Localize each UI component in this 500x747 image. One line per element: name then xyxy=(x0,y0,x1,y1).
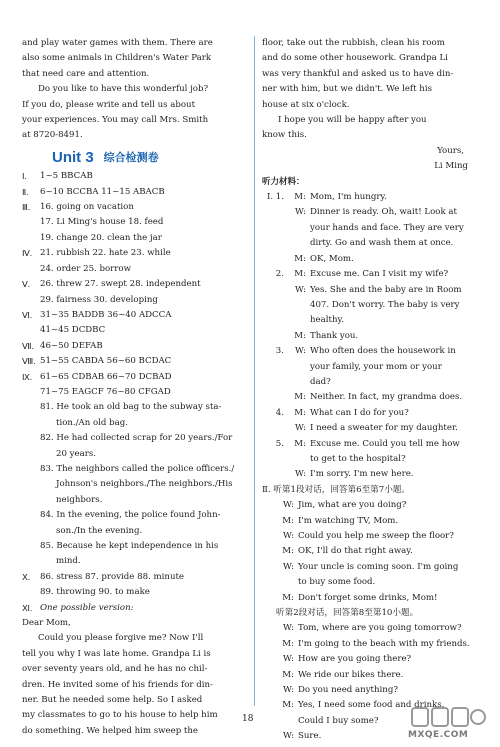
letter-greeting: Dear Mom, xyxy=(22,618,71,629)
dialog-line xyxy=(262,236,484,251)
answer-row xyxy=(22,323,247,338)
speaker-label: M: xyxy=(282,515,294,526)
dialog-text: Excuse me. Could you tell me how xyxy=(310,438,460,449)
answer-row xyxy=(22,601,247,616)
section-label: Ⅲ. xyxy=(22,202,31,213)
dialog-text: Thank you. xyxy=(310,330,359,341)
item-number xyxy=(262,452,284,467)
dialog-text: Mom, I'm hungry. xyxy=(310,192,387,203)
answer-text: 71~75 EAGCF 76~80 CFGAD xyxy=(40,386,171,397)
dialog-list xyxy=(262,498,484,606)
dialog-line xyxy=(262,252,484,267)
dialog-text: Jim, what are you doing? xyxy=(298,500,407,511)
dialog-text: to get to the hospital? xyxy=(310,453,406,464)
text-line: ner with him, but we didn't. We left his xyxy=(262,84,432,95)
answer-text: 16. going on vacation xyxy=(40,202,134,213)
dialog-text: I'm sorry. I'm new here. xyxy=(310,469,414,480)
unit-title: 综合检测卷 xyxy=(103,150,159,164)
dialog-text: Sure. xyxy=(298,731,322,742)
item-number xyxy=(262,298,284,313)
answer-text: 1~5 BBCAB xyxy=(40,171,93,182)
speaker-label xyxy=(284,452,310,467)
answer-row xyxy=(22,339,247,354)
dialog-text: OK, Mom. xyxy=(310,253,354,264)
speaker-label: W: xyxy=(283,531,294,541)
dialog-line xyxy=(262,591,484,606)
answer-line: mind. xyxy=(56,556,81,567)
dialog-text: Could you help me sweep the floor? xyxy=(298,531,454,541)
dialog-text: to buy some food. xyxy=(298,577,376,588)
item-number xyxy=(262,283,284,298)
answer-row xyxy=(22,200,247,215)
intro-paragraph xyxy=(22,36,247,82)
speaker-label xyxy=(284,313,310,328)
item-number xyxy=(262,329,284,344)
item-number: Ⅰ. 1. xyxy=(266,192,284,203)
speaker-label: M: xyxy=(282,546,294,557)
section-header: 听第2段对话，回答第8至第10小题。 xyxy=(276,608,419,619)
text-line: Could you please forgive me? Now I'll xyxy=(38,633,204,644)
answer-line: 85. Because he kept independence in his xyxy=(40,541,219,551)
dialog-line xyxy=(262,375,484,390)
dialog-text: I'm watching TV, Mom. xyxy=(298,515,399,526)
answer-text: 21. rubbish 22. hate 23. while xyxy=(40,248,171,259)
speaker-label: M: xyxy=(282,638,294,649)
dialog-line xyxy=(262,575,484,590)
speaker-label xyxy=(284,221,310,236)
item-number xyxy=(262,467,284,482)
answer-row xyxy=(22,231,247,246)
dialog-text: How are you going there? xyxy=(298,654,412,665)
dialog-text: OK, I'll do that right away. xyxy=(298,546,413,557)
speaker-label: W: xyxy=(283,500,294,511)
answer-text: One possible version: xyxy=(40,602,134,613)
dialog-line xyxy=(262,514,484,529)
answer-text: 24. order 25. borrow xyxy=(40,263,131,274)
text-line: and do some other housework. Grandpa Li xyxy=(262,53,448,64)
dialog-line xyxy=(262,221,484,236)
section-label: Ⅵ. xyxy=(22,309,33,320)
item-number xyxy=(262,421,284,436)
section-label: Ⅳ. xyxy=(22,248,33,259)
dialog-text: Tom, where are you going tomorrow? xyxy=(298,623,462,634)
answer-line: 20 years. xyxy=(56,448,96,459)
answer-line: 83. The neighbors called the police officers./ xyxy=(40,463,235,474)
text-line: also some animals in Children's Water Park xyxy=(22,53,212,64)
answer-text: 6~10 BCCBA 11~15 ABACB xyxy=(40,186,165,197)
item-number xyxy=(262,252,284,267)
answer-text: 46~50 DEFAB xyxy=(40,340,103,351)
section-label xyxy=(22,385,40,400)
dialog-line xyxy=(262,421,484,436)
answer-row xyxy=(22,169,247,184)
sign-off: Yours, xyxy=(437,145,464,156)
item-number xyxy=(262,390,284,405)
dialog-text: Who often does the housework in xyxy=(310,346,456,357)
dialog-text: healthy. xyxy=(310,315,344,326)
section-label xyxy=(22,262,40,277)
answer-line: Johnson's neighbors./The neighbors./His xyxy=(56,479,233,490)
answer-text: 86. stress 87. provide 88. minute xyxy=(40,571,185,582)
dialog-line xyxy=(262,298,484,313)
dialog-line xyxy=(262,283,484,298)
item-number: 4. xyxy=(275,407,284,418)
item-number: 5. xyxy=(275,438,284,449)
answer-line: 81. He took an old bag to the subway sta- xyxy=(40,402,222,413)
text-line: over seventy years old, and he has no chil- xyxy=(22,664,208,675)
speaker-label: M: xyxy=(294,407,306,418)
speaker-label xyxy=(284,298,310,313)
answer-text: 17. Li Ming's house 18. feed xyxy=(40,217,164,228)
text-line: my classmates to go to his house to help him xyxy=(22,710,218,721)
text-line: house at six o'clock. xyxy=(262,99,350,110)
section-label xyxy=(22,323,40,338)
answer-text: 61~65 CDBAB 66~70 DCBAD xyxy=(40,371,172,382)
listening-title: 听力材料： xyxy=(262,176,305,187)
section-label: Ⅹ. xyxy=(22,571,31,582)
dialog-text: Yes, I need some food and drinks. xyxy=(298,700,445,711)
speaker-label: M: xyxy=(282,700,294,711)
answer-row xyxy=(22,370,247,385)
speaker-label: W: xyxy=(283,623,294,634)
speaker-label: M: xyxy=(294,438,306,449)
answer-text: 19. change 20. clean the jar xyxy=(40,232,162,243)
dialog-text: We ride our bikes there. xyxy=(298,669,404,680)
dialog-line xyxy=(262,668,484,683)
section-label: Ⅴ. xyxy=(22,279,31,290)
dialog-text: Excuse me. Can I visit my wife? xyxy=(310,269,449,280)
short-answer-block xyxy=(22,400,247,569)
text-line: that need care and attention. xyxy=(22,68,150,79)
dialog-text: dirty. Go and wash them at once. xyxy=(310,238,454,249)
speaker-label: W: xyxy=(283,685,294,696)
answer-row xyxy=(22,262,247,277)
answer-line: neighbors. xyxy=(56,494,103,505)
text-line: and play water games with them. There are xyxy=(22,38,213,48)
text-line: your experiences. You may call Mrs. Smith xyxy=(22,115,209,126)
section-label: Ⅱ. xyxy=(22,186,29,197)
watermark-text: MXQE.COM xyxy=(408,730,469,740)
text-line: tell you why I was late home. Grandpa Li is xyxy=(22,648,211,659)
answer-line: son./In the evening. xyxy=(56,525,143,536)
left-column xyxy=(22,36,247,739)
item-number xyxy=(262,236,284,251)
speaker-label xyxy=(284,236,310,251)
dialog-text: Neither. In fact, my grandma does. xyxy=(310,392,463,403)
dialog-text: I'm going to the beach with my friends. xyxy=(298,638,470,649)
signature: Li Ming xyxy=(434,161,468,172)
closing-paragraph xyxy=(22,82,247,144)
answer-list xyxy=(22,169,247,400)
answer-row xyxy=(22,215,247,230)
dialog-line xyxy=(262,467,484,482)
speaker-label: M: xyxy=(282,669,294,680)
answer-line: tion./An old bag. xyxy=(56,417,129,428)
answer-text: 31~35 BADDB 36~40 ADCCA xyxy=(40,309,172,320)
dialog-line xyxy=(262,544,484,559)
speaker-label: W: xyxy=(295,284,306,295)
dialog-line xyxy=(262,390,484,405)
speaker-label xyxy=(284,375,310,390)
unit-name: Unit 3 xyxy=(52,148,94,166)
text-line: ner. But he needed some help. So I asked xyxy=(22,695,203,706)
item-number xyxy=(262,375,284,390)
dialog-line xyxy=(262,452,484,467)
text-line: dren. He invited some of his friends for din- xyxy=(22,679,213,690)
dialog-line xyxy=(262,190,484,205)
answer-row xyxy=(22,185,247,200)
dialog-text: your hands and face. They are very xyxy=(310,222,464,233)
answer-row xyxy=(22,277,247,292)
text-line: If you do, please write and tell us about xyxy=(22,99,196,110)
dialog-text: Your uncle is coming soon. I'm going xyxy=(298,561,459,572)
text-line: at 8720-8491. xyxy=(22,130,83,141)
dialog-text: I need a sweater for my daughter. xyxy=(310,423,458,434)
item-number xyxy=(262,205,284,220)
speaker-label: W: xyxy=(283,561,294,572)
speaker-label: M: xyxy=(294,330,306,341)
text-line: do something. We helped him sweep the xyxy=(22,725,199,736)
answer-row xyxy=(22,308,247,323)
item-number xyxy=(262,360,284,375)
dialog-line xyxy=(262,360,484,375)
letter-continued xyxy=(262,36,484,175)
text-line: I hope you will be happy after you xyxy=(278,115,427,126)
dialog-line xyxy=(262,313,484,328)
answer-text: 41~45 DCDBC xyxy=(40,325,106,336)
text-line: was very thankful and asked us to have din- xyxy=(262,68,454,79)
dialog-text: Yes. She and the baby are in Room xyxy=(310,284,462,295)
right-column xyxy=(262,36,484,745)
item-number xyxy=(262,313,284,328)
dialog-line xyxy=(262,498,484,513)
unit-heading xyxy=(52,150,247,165)
dialog-line xyxy=(262,329,484,344)
answer-text: 29. fairness 30. developing xyxy=(40,294,158,305)
answer-line: 89. throwing 90. to make xyxy=(40,587,150,598)
item-number: 3. xyxy=(275,346,284,357)
column-divider xyxy=(254,36,255,706)
dialog-text: Don't forget some drinks, Mom! xyxy=(298,592,438,603)
speaker-label: W: xyxy=(295,346,306,357)
answer-row xyxy=(22,246,247,261)
dialog-line xyxy=(262,205,484,220)
section-label: Ⅷ. xyxy=(22,356,36,367)
section-label: Ⅸ. xyxy=(22,371,33,382)
dialog-line xyxy=(262,344,484,359)
dialog-text: your family, your mom or your xyxy=(310,361,442,372)
dialog-line xyxy=(262,637,484,652)
answer-row xyxy=(22,570,247,585)
answer-line: 84. In the evening, the police found John- xyxy=(40,510,221,521)
dialog-line xyxy=(262,267,484,282)
speaker-label: M: xyxy=(282,592,294,603)
dialog-text: What can I do for you? xyxy=(310,407,409,418)
dialog-line xyxy=(262,683,484,698)
dialog-line xyxy=(262,652,484,667)
answer-row xyxy=(22,354,247,369)
dialog-line xyxy=(262,529,484,544)
answer-row xyxy=(22,385,247,400)
dialog-text: Could I buy some? xyxy=(298,715,379,726)
item-number: 2. xyxy=(275,269,284,280)
text-line: floor, take out the rubbish, clean his room xyxy=(262,38,445,48)
answer-row xyxy=(22,293,247,308)
section-label xyxy=(22,231,40,246)
speaker-label: W: xyxy=(295,469,306,480)
section-header: Ⅱ. 听第1段对话，回答第6至第7小题。 xyxy=(262,484,411,495)
speaker-label: M: xyxy=(294,192,306,203)
section-label xyxy=(22,293,40,308)
dialog-line xyxy=(262,621,484,636)
speaker-label: W: xyxy=(295,207,306,218)
dialog-line xyxy=(262,560,484,575)
section-label: Ⅶ. xyxy=(22,340,34,351)
dialog-text: Dinner is ready. Oh, wait! Look at xyxy=(310,207,457,218)
page-number: 18 xyxy=(242,714,254,724)
section-label xyxy=(22,215,40,230)
speaker-label: W: xyxy=(283,654,294,665)
answer-text: 51~55 CABDA 56~60 BCDAC xyxy=(40,356,172,367)
speaker-label: M: xyxy=(294,392,306,403)
speaker-label: M: xyxy=(294,253,306,264)
letter-body xyxy=(22,631,247,739)
item-number xyxy=(262,221,284,236)
speaker-label xyxy=(272,714,298,729)
speaker-label xyxy=(272,575,298,590)
speaker-label: W: xyxy=(295,423,306,434)
text-line: Do you like to have this wonderful job? xyxy=(38,84,209,95)
answer-line: 82. He had collected scrap for 20 years./For xyxy=(40,433,233,444)
dialog-line xyxy=(262,406,484,421)
dialog-text: Do you need anything? xyxy=(298,685,398,696)
speaker-label: M: xyxy=(294,269,306,280)
dialog-list xyxy=(262,190,484,483)
section-label: Ⅺ. xyxy=(22,602,33,613)
answer-text: 26. threw 27. swept 28. independent xyxy=(40,279,201,290)
dialog-text: dad? xyxy=(310,376,331,387)
text-line: know this. xyxy=(262,130,307,141)
dialog-text: 407. Don't worry. The baby is very xyxy=(310,299,460,310)
speaker-label: W: xyxy=(283,731,294,742)
speaker-label xyxy=(284,360,310,375)
dialog-line xyxy=(262,437,484,452)
section-label: Ⅰ. xyxy=(22,171,27,182)
